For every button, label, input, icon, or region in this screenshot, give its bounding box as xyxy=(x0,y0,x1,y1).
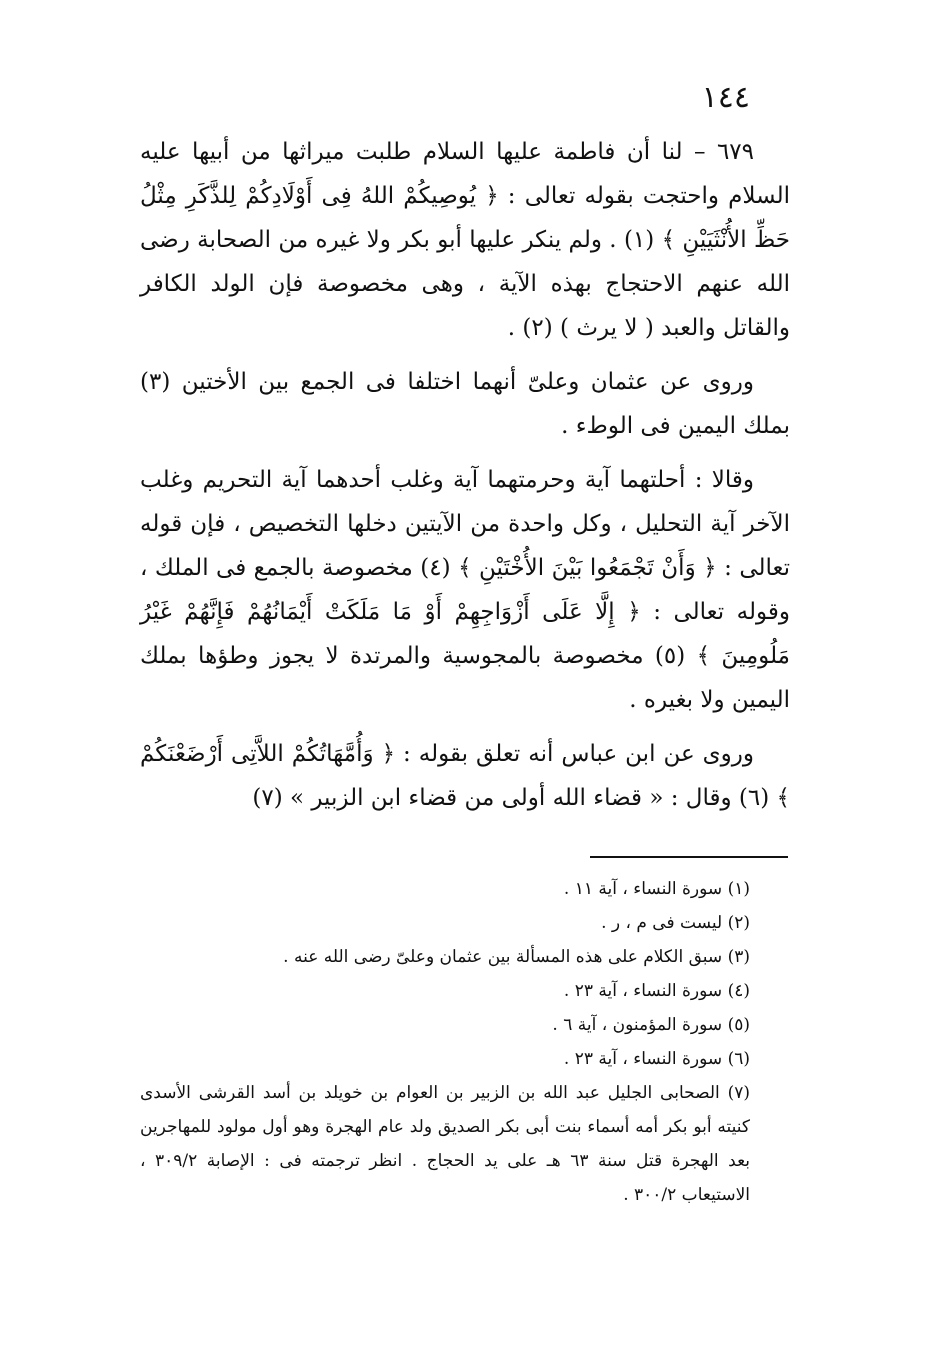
paragraph-text: وروى عن عثمان وعلىّ أنهما اختلفا فى الجمع بين الأختين (٣) بملك اليمين فى الوطء . xyxy=(140,369,790,439)
paragraph-text: وروى عن ابن عباس أنه تعلق بقوله : ﴿ وَأُمَّهَاتُكُمْ اللاَّتِى أَرْضَعْنَكُمْ ﴾ (٦) وقال : « قضاء الله أولى من قضاء ابن الزبير » (٧) xyxy=(140,741,790,811)
footnotes xyxy=(140,872,790,1212)
paragraph-text: ٦٧٩ – لنا أن فاطمة عليها السلام طلبت ميراثها من أبيها عليه السلام واحتجت بقوله تعالى : ﴿ يُوصِيكُمْ اللهُ فِى أَوْلَادِكُمْ لِلذَّكَرِ مِثْلُ حَظِّ الأُنْثَيَيْنِ ﴾ (١) . ولم ينكر عليها أبو بكر ولا غيره من الصحابة رضى الله عنهم الاحتجاج بهذه الآية ، وهى مخصوصة فإن الولد الكافر والقاتل والعبد ( لا يرث ) (٢) . xyxy=(140,139,791,341)
paragraph-ibn-abbas xyxy=(140,732,790,820)
main-text xyxy=(140,130,790,830)
footnote-5: (٥) سورة المؤمنون ، آية ٦ . xyxy=(552,1015,750,1035)
footnote-3: (٣) سبق الكلام على هذه المسألة بين عثمان وعلىّ رضى الله عنه . xyxy=(283,947,750,967)
footnote-4: (٤) سورة النساء ، آية ٢٣ . xyxy=(563,981,750,1001)
paragraph-text: وقالا : أحلتهما آية وحرمتهما آية وغلب أحدهما آية التحريم وغلب الآخر آية التحليل ، وكل واحدة من الآيتين دخلها التخصيص ، فإن قوله تعالى : ﴿ وَأَنْ تَجْمَعُوا بَيْنَ الأُخْتَيْنِ ﴾ (٤) مخصوصة بالجمع فى الملك ، وقوله تعالى : ﴿ إِلَّا عَلَى أَزْوَاجِهِمْ أَوْ مَا مَلَكَتْ أَيْمَانُهُمْ فَإِنَّهُمْ غَيْرُ مَلُومِينَ ﴾ (٥) مخصوصة بالمجوسية والمرتدة لا يجوز وطؤها بملك اليمين ولا بغيره . xyxy=(140,467,790,713)
footnote-6: (٦) سورة النساء ، آية ٢٣ . xyxy=(563,1049,750,1069)
footnote-1: (١) سورة النساء ، آية ١١ . xyxy=(563,879,750,899)
page-number: ١٤٤ xyxy=(701,80,750,115)
footnote-7: (٧) الصحابى الجليل عبد الله بن الزبير بن العوام بن خويلد بن أسد القرشى الأسدى كنيته أبو بكر أمه أسماء بنت أبى بكر الصديق ولد عام الهجرة وهو أول مولود للمهاجرين بعد الهجرة قتل سنة ٦٣ هـ على يد الحجاج . انظر ترجمته فى : الإصابة ٣٠٩/٢ ، الاستيعاب ٣٠٠/٢ . xyxy=(140,1083,751,1205)
footnote-separator xyxy=(590,856,788,858)
footnote-2: (٢) ليست فى م ، ر . xyxy=(601,913,750,933)
paragraph-uthman-ali xyxy=(140,360,790,448)
paragraph-two-verses xyxy=(140,458,790,722)
paragraph-679 xyxy=(140,130,790,350)
